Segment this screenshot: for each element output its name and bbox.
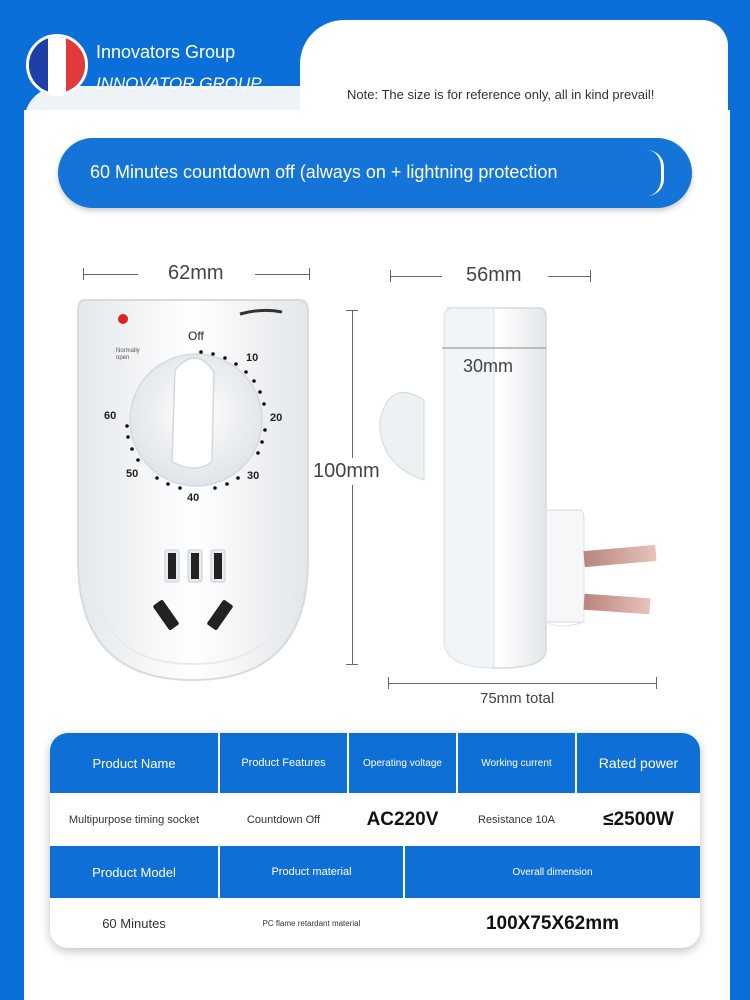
dial-number-50: 50 (126, 468, 139, 480)
table-cell: Resistance 10A (458, 795, 575, 845)
table-header: Product material (220, 846, 403, 898)
table-cell: PC flame retardant material (220, 899, 403, 948)
dial-number-30: 30 (247, 470, 260, 482)
banner-text: 60 Minutes countdown off (always on + lightning protection (90, 162, 558, 182)
table-cell: 60 Minutes (50, 899, 218, 948)
normally-open-line2: open (116, 355, 130, 361)
table-cell: Countdown Off (220, 795, 347, 845)
dial-number-60: 60 (104, 410, 117, 422)
table-cell: ≤2500W (577, 795, 700, 845)
height-label: 100mm (313, 458, 380, 485)
table-cell: AC220V (349, 795, 456, 845)
side-depth-label: 56mm (466, 264, 522, 286)
table-header: Product Features (220, 733, 347, 793)
table-header: Working current (458, 733, 575, 793)
total-length-label: 75mm total (480, 690, 555, 707)
size-note: Note: The size is for reference only, all in kind prevail! (347, 87, 655, 102)
plug-depth-label: 30mm (463, 356, 514, 376)
spec-table (50, 733, 700, 948)
table-cell: 100X75X62mm (405, 899, 700, 948)
dial-number-10: 10 (246, 352, 259, 364)
table-header: Operating voltage (349, 733, 456, 793)
dial-off-label: Off (188, 329, 204, 343)
brand-subtitle: INNOVATOR GROUP (96, 74, 262, 93)
dial-number-40: 40 (187, 492, 200, 504)
table-cell: Multipurpose timing socket (50, 795, 218, 845)
table-header: Rated power (577, 733, 700, 793)
table-header: Product Model (50, 846, 218, 898)
normally-open-label (116, 348, 140, 362)
table-header: Overall dimension (405, 846, 700, 898)
normally-open-line1: Normally (116, 348, 140, 354)
brand-name: Innovators Group (96, 42, 236, 62)
dial-number-20: 20 (270, 412, 283, 424)
front-width-label: 62mm (168, 262, 224, 284)
table-header: Product Name (50, 733, 218, 793)
